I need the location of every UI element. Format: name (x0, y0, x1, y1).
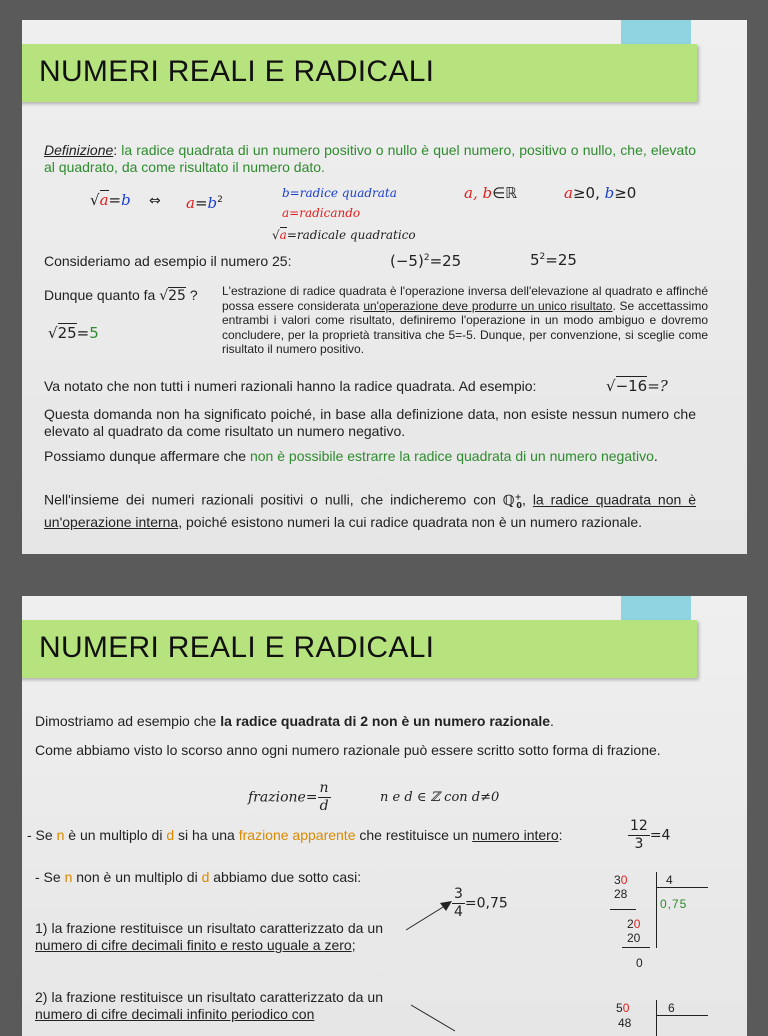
frac-3-4 (452, 886, 465, 921)
paragraph-1: Questa domanda non ha significato poiché, in base alla definizione data, non esiste nessun numero che elevato al quadrato da come risultato un numero negativo. (44, 406, 696, 439)
div1-underline-1 (610, 909, 636, 910)
para3-start: Nell'insieme dei numeri razionali positivi o nulli, che indicheremo con (44, 491, 496, 508)
set-vars: a, b (464, 184, 493, 202)
div1-20-rem (627, 917, 640, 932)
para2-highlight: non è possibile estrarre la radice quadrata di un numero negativo (249, 448, 654, 464)
iff-symbol: ⇔ (149, 193, 161, 209)
div2-5: 5 (616, 1001, 623, 1015)
answer (48, 325, 99, 342)
c1-d: d (166, 827, 175, 843)
sqrt-symbol-small: √ (272, 228, 280, 242)
question-mark: ? (189, 287, 198, 303)
cond-ge: ≥0, (572, 184, 600, 202)
slide-title: NUMERI REALI E RADICALI (39, 55, 435, 88)
c2-non-multiplo: non è un multiplo di (76, 869, 198, 885)
note-text: Va notato che non tutti i numeri razionali hanno la radice quadrata. Ad esempio: (44, 378, 537, 394)
answer-equals: = (76, 324, 90, 342)
div2-0: 0 (622, 1001, 630, 1015)
fraction-label: frazione= (248, 789, 318, 806)
div1-30 (614, 873, 627, 888)
side-part-2: . Se accettassimo entrambi i valori come risultato, definiremo l'operazione in un modo ambiguo e dovremo concludere, per la proprietà transitiva che 5=-5. Dunque, per convenzione, si sceglie come risultato il numero positivo. (222, 298, 708, 356)
legend-radical (272, 228, 416, 243)
ex-denominator: 4 (454, 904, 463, 920)
c1-frazione-apparente: frazione apparente (238, 827, 356, 843)
s2p1-end: . (550, 713, 554, 729)
c2-d: d (201, 869, 210, 885)
question (44, 287, 198, 305)
case-1-example (628, 818, 670, 853)
exponent: 2 (217, 195, 223, 205)
note-radicand: −16 (615, 377, 648, 395)
c1-denominator: 3 (634, 836, 644, 852)
frac-12-3 (628, 818, 650, 853)
answer-radicand: 25 (57, 324, 77, 342)
legend-radicand: a (279, 228, 287, 242)
c1-colon: : (558, 827, 563, 843)
pos-result: =25 (545, 251, 577, 269)
c1-restituisce: che restituisce un (359, 827, 469, 843)
title-banner-2 (22, 620, 697, 678)
q-symbol: ℚ (502, 492, 515, 509)
fraction-numerator: n (319, 780, 329, 796)
fraction-n-over-d (318, 780, 331, 815)
legend-b: b=radice quadrata (282, 186, 397, 200)
para2-end: . (653, 448, 658, 464)
side-part-1: L'estrazione di radice quadrata è l'operazione inversa dell'elevazione al quadrato e affinché possa essere considerata (222, 284, 708, 313)
case-2 (35, 869, 383, 886)
c1-result: =4 (649, 827, 671, 844)
div1-horizontal (656, 887, 708, 888)
legend-a: a=radicando (282, 206, 361, 220)
fraction-formula (248, 780, 331, 815)
div1-0b: 0 (633, 917, 641, 931)
ex-numerator: 3 (454, 886, 463, 902)
s2-paragraph-2: Come abbiamo visto lo scorso anno ogni numero razionale può essere scritto sotto forma di frazione. (35, 742, 661, 758)
note-result: =? (647, 377, 668, 395)
para3-underlined: la radice quadrata non è un'operazione interna (44, 491, 696, 531)
definition-text: la radice quadrata di un numero positivo o nullo è quel numero, positivo o nullo, che, elevato al quadrato, da come risultato il numero dato. (44, 142, 696, 175)
div1-underline-2 (622, 947, 650, 948)
equals: = (108, 191, 122, 209)
s2-text: 2) la frazione restituisce un risultato caratterizzato da un (35, 989, 383, 1005)
case-1 (27, 827, 563, 844)
div1-3: 3 (614, 873, 621, 887)
div1-20: 20 (627, 931, 641, 945)
c1-se: - Se (27, 827, 53, 843)
q-sup: + (514, 492, 522, 501)
c1-multiplo: è un multiplo di (68, 827, 163, 843)
c1-si-ha: si ha una (178, 827, 235, 843)
ex-result: =0,75 (464, 895, 508, 912)
cond-b: b (604, 184, 615, 202)
c2-se: - Se (35, 869, 61, 885)
s1-underlined: numero di cifre decimali finito e resto uguale a zero (35, 937, 352, 953)
neg-base: (−5) (390, 252, 424, 270)
s2p1-start: Dimostriamo ad esempio che (35, 713, 217, 729)
answer-value: 5 (89, 324, 99, 342)
definition-colon: : (113, 142, 118, 158)
div2-vertical (656, 1000, 657, 1036)
c2-n: n (64, 869, 73, 885)
sqrt-symbol-q: √ (159, 288, 169, 304)
root: b (121, 191, 131, 209)
s1-end: ; (351, 937, 356, 953)
paragraph-3 (44, 488, 696, 531)
div1-zero: 0 (636, 956, 643, 970)
div2-48: 48 (618, 1016, 632, 1030)
b-var: b (207, 194, 218, 212)
example-3-4 (452, 886, 508, 921)
question-text: Dunque quanto fa (44, 287, 156, 303)
example-intro: Consideriamo ad esempio il numero 25: (44, 253, 292, 269)
a-var: a (186, 194, 195, 212)
fraction-condition: n e d ∈ ℤ con d≠0 (380, 790, 500, 805)
s2p1-bold: la radice quadrata di 2 non è un numero razionale (220, 713, 551, 729)
cond-a: a (564, 184, 573, 202)
div2-50 (616, 1001, 629, 1016)
paragraph-2 (44, 448, 696, 465)
neg-exp: 2 (423, 253, 430, 263)
question-radicand: 25 (168, 288, 186, 304)
div1-0: 0 (620, 873, 628, 887)
div1-28: 28 (614, 887, 628, 901)
s1-text: 1) la frazione restituisce un risultato caratterizzato da un (35, 920, 383, 936)
fraction-denominator: d (319, 798, 329, 814)
sqrt-formula (90, 192, 131, 209)
conditions (564, 185, 636, 202)
para3-comma: , (521, 491, 526, 508)
div1-quotient: 0,75 (660, 897, 688, 911)
sqrt-symbol-ans: √ (48, 324, 58, 342)
note-example (606, 378, 668, 395)
q-zero-plus (503, 493, 522, 509)
s2-underlined: numero di cifre decimali infinito periodico con (35, 1006, 315, 1022)
definition (44, 142, 696, 176)
div2-divisor: 6 (668, 1001, 675, 1015)
slide-1 (22, 20, 747, 554)
equals-2: = (194, 194, 208, 212)
q-sub: 0 (516, 501, 522, 511)
c1-numerator: 12 (630, 818, 648, 834)
para3-end: , poiché esistono numeri la cui radice quadrata non è un numero razionale. (178, 514, 643, 531)
title-banner (22, 44, 697, 102)
example-positive (530, 249, 577, 269)
c1-numero-intero: numero intero (472, 827, 559, 843)
c1-n: n (56, 827, 65, 843)
subcase-1 (35, 920, 383, 954)
example-negative (390, 250, 461, 270)
slide-title-2: NUMERI REALI E RADICALI (39, 631, 435, 664)
para2-start: Possiamo dunque affermare che (44, 448, 247, 464)
arrow-icon-2 (407, 1001, 467, 1036)
slide-2 (22, 596, 747, 1036)
subcase-2 (35, 989, 383, 1023)
pos-exp: 2 (539, 252, 546, 262)
set-in-r: ∈ℝ (492, 184, 518, 202)
sqrt-symbol-note: √ (606, 377, 616, 395)
set-membership (464, 185, 517, 202)
cond-ge2: ≥0 (614, 184, 637, 202)
side-explanation (222, 284, 708, 357)
c2-sotto-casi: abbiamo due sotto casi: (213, 869, 362, 885)
square-formula (186, 192, 223, 212)
div1-vertical (656, 872, 657, 948)
div1-2: 2 (627, 917, 634, 931)
neg-result: =25 (429, 252, 462, 270)
radicand: a (99, 191, 109, 209)
sqrt-symbol: √ (90, 191, 100, 209)
definition-label: Definizione (44, 142, 114, 158)
side-underlined: un'operazione deve produrre un unico risultato (363, 298, 613, 313)
div2-horizontal (656, 1015, 708, 1016)
pos-base: 5 (530, 251, 540, 269)
legend-radical-text: =radicale quadratico (286, 228, 416, 242)
div1-divisor: 4 (666, 873, 673, 887)
s2-paragraph-1 (35, 713, 554, 730)
